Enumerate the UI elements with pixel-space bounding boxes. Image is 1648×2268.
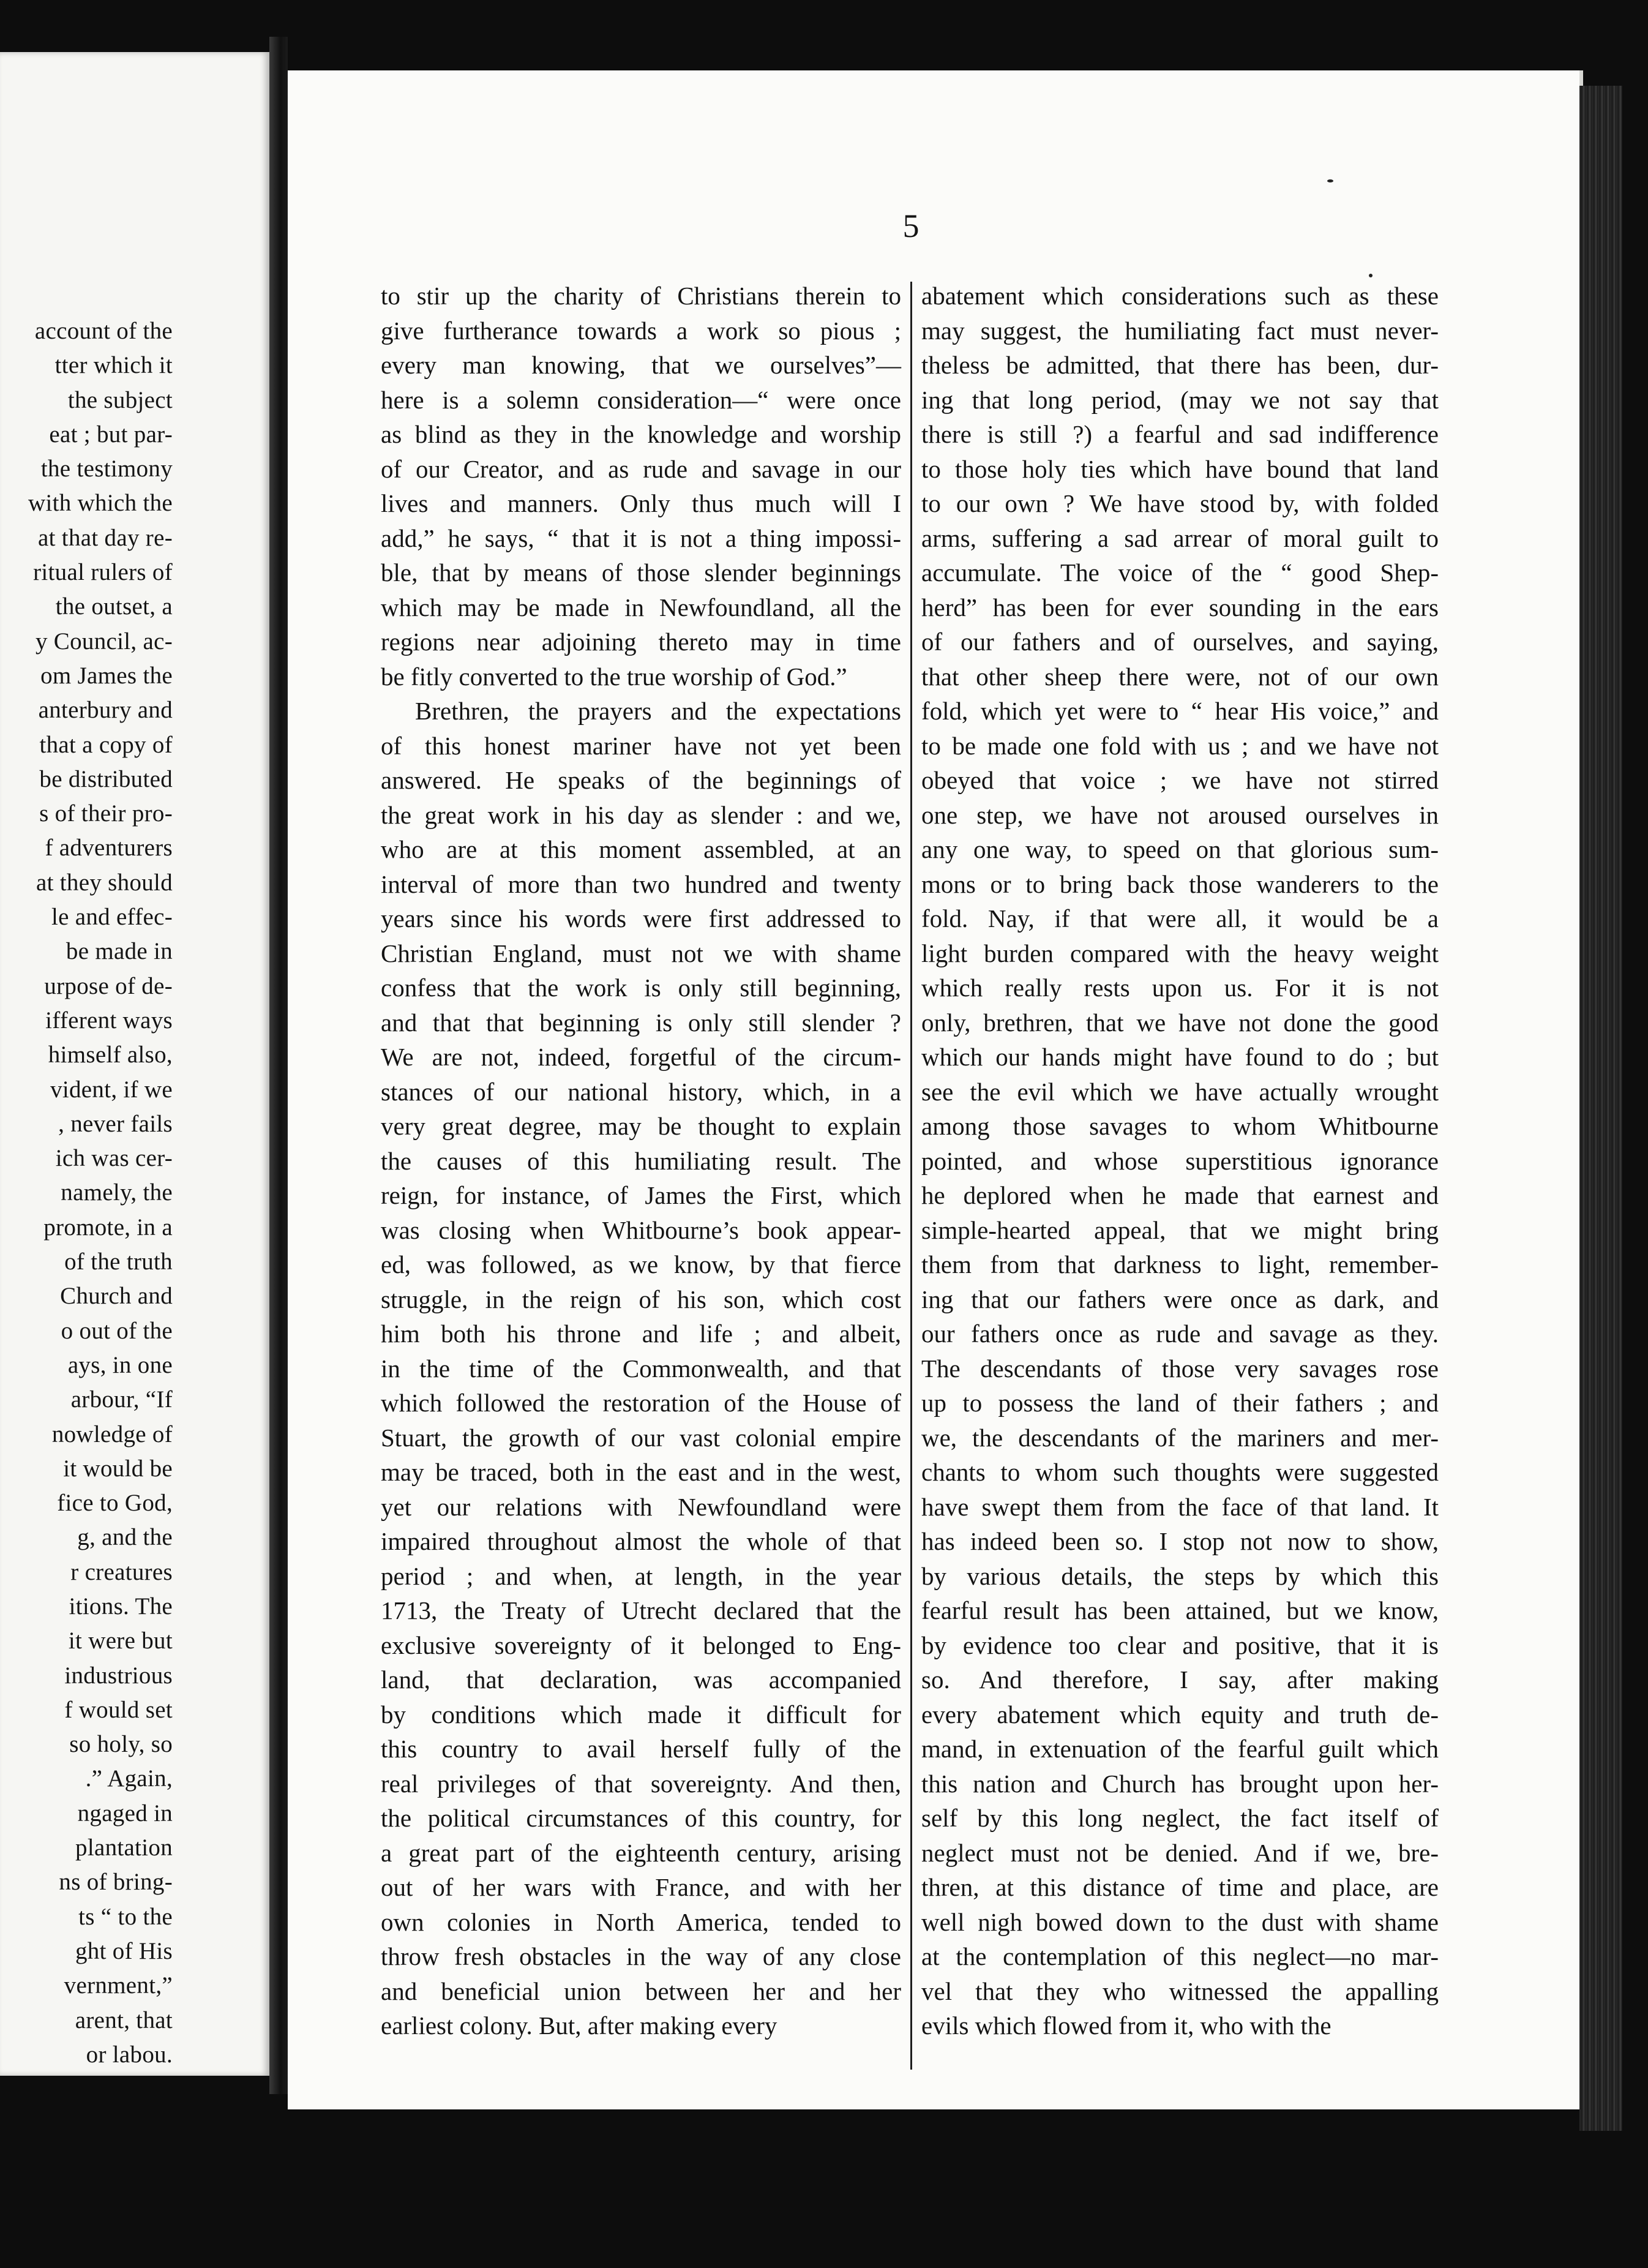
- text-line: the subject: [67, 386, 173, 413]
- text-line: account of the: [34, 318, 173, 344]
- facing-page-text: [28, 314, 173, 2072]
- text-line: that other sheep there were, not of our own: [921, 662, 1439, 691]
- text-line: abatement which considerations such as these: [921, 282, 1439, 310]
- text-line: reign, for instance, of James the First, which: [381, 1181, 901, 1209]
- text-line: add,” he says, “ that it is not a thing impossi-: [381, 524, 901, 552]
- text-line: interval of more than two hundred and twenty: [381, 869, 901, 898]
- text-line: ays, in one: [67, 1351, 173, 1378]
- text-line: stances of our national history, which, in a: [381, 1077, 901, 1106]
- text-line: which really rests upon us. For it is not: [921, 974, 1439, 1002]
- text-line: only, brethren, that we have not done the good: [921, 1008, 1439, 1037]
- text-line: arent, that: [75, 2007, 173, 2033]
- text-line: it would be: [63, 1455, 173, 1482]
- text-line: which may be made in Newfoundland, all the: [381, 593, 901, 621]
- text-line: promote, in a: [43, 1214, 173, 1241]
- text-line: r creatures: [70, 1558, 173, 1585]
- text-line: ns of bring-: [59, 1869, 173, 1896]
- text-line: out of her wars with France, and with her: [381, 1873, 901, 1901]
- text-line: eat ; but par-: [49, 421, 173, 448]
- text-line: at they should: [36, 869, 173, 896]
- book-gutter: [269, 37, 288, 2094]
- text-line: see the evil which we have actually wrought: [921, 1077, 1439, 1106]
- column-divider: [910, 282, 912, 2070]
- text-line: may be traced, both in the east and in the west,: [381, 1458, 901, 1486]
- text-line: has indeed been so. I stop not now to show,: [921, 1527, 1439, 1555]
- text-line: ritual rulers of: [33, 559, 173, 586]
- text-column-right: [921, 279, 1439, 2043]
- text-line: obeyed that voice ; we have not stirred: [921, 766, 1439, 794]
- text-line: to stir up the charity of Christians therein to: [381, 282, 901, 310]
- text-line: own colonies in North America, tended to: [381, 1907, 901, 1936]
- text-line: urpose of de-: [44, 972, 173, 999]
- text-line: simple-hearted appeal, that we might bring: [921, 1215, 1439, 1244]
- text-line: them from that darkness to light, remember-: [921, 1250, 1439, 1279]
- text-line: of the truth: [64, 1249, 173, 1275]
- text-line: so holy, so: [69, 1731, 173, 1758]
- text-line: ed, was followed, as we know, by that fierce: [381, 1250, 901, 1279]
- text-line: Brethren, the prayers and the expectations: [415, 697, 901, 725]
- text-line: 1713, the Treaty of Utrecht declared that the: [381, 1596, 901, 1624]
- text-line: ts “ to the: [78, 1903, 173, 1930]
- text-line: f adventurers: [45, 835, 173, 862]
- text-line: confess that the work is only still beginning,: [381, 974, 901, 1002]
- text-line: evils which flowed from it, who with the: [921, 2011, 1332, 2040]
- text-line: the outset, a: [55, 593, 173, 620]
- text-line: neglect must not be denied. And if we, bre-: [921, 1838, 1439, 1867]
- text-line: years since his words were first addressed to: [381, 904, 901, 933]
- text-line: impaired throughout almost the whole of that: [381, 1527, 901, 1555]
- text-line: pointed, and whose superstitious ignorance: [921, 1146, 1439, 1175]
- text-line: was closing when Whitbourne’s book appear-: [381, 1215, 901, 1244]
- text-line: he deplored when he made that earnest and: [921, 1181, 1439, 1209]
- text-line: by evidence too clear and positive, that it is: [921, 1631, 1439, 1659]
- text-line: of this honest mariner have not yet been: [381, 731, 901, 760]
- text-line: nowledge of: [51, 1421, 173, 1448]
- text-line: mand, in extenuation of the fearful guilt which: [921, 1735, 1439, 1763]
- text-line: thren, at this distance of time and place, are: [921, 1873, 1439, 1901]
- text-line: himself also,: [48, 1042, 173, 1068]
- text-line: with which the: [28, 490, 173, 517]
- text-line: have swept them from the face of that land. It: [921, 1492, 1439, 1521]
- text-line: a great part of the eighteenth century, arising: [381, 1838, 901, 1867]
- text-line: one step, we have not aroused ourselves in: [921, 800, 1439, 829]
- text-line: to our own ? We have stood by, with folded: [921, 489, 1439, 517]
- page-number: 5: [902, 208, 920, 244]
- text-line: The descendants of those very savages rose: [921, 1354, 1439, 1383]
- text-line: herd” has been for ever sounding in the ears: [921, 593, 1439, 621]
- text-line: ngaged in: [77, 1800, 173, 1827]
- text-line: any one way, to speed on that glorious sum-: [921, 835, 1439, 863]
- text-line: among those savages to whom Whitbourne: [921, 1112, 1439, 1140]
- text-line: regions near adjoining thereto may in time: [381, 628, 901, 656]
- text-line: throw fresh obstacles in the way of any close: [381, 1942, 901, 1970]
- text-line: fice to God,: [57, 1490, 173, 1517]
- text-line: yet our relations with Newfoundland were: [381, 1492, 901, 1521]
- text-line: very great degree, may be thought to explain: [381, 1112, 901, 1140]
- text-line: ght of His: [75, 1937, 173, 1964]
- facing-page-left: [0, 52, 269, 2076]
- ink-speck: [1369, 274, 1373, 277]
- text-line: as blind as they in the knowledge and worship: [381, 420, 901, 448]
- text-line: exclusive sovereignty of it belonged to Eng-: [381, 1631, 901, 1659]
- text-line: it were but: [68, 1628, 173, 1654]
- text-line: ing that long period, (may we not say that: [921, 385, 1439, 414]
- text-line: industrious: [64, 1662, 173, 1689]
- text-line: and beneficial union between her and her: [381, 1977, 901, 2005]
- text-line: be distributed: [39, 765, 173, 792]
- text-line: be fitly converted to the true worship of God.”: [381, 662, 847, 691]
- text-line: anterbury and: [38, 697, 173, 724]
- text-line: vel that they who witnessed the appalling: [921, 1977, 1439, 2005]
- text-line: answered. He speaks of the beginnings of: [381, 766, 901, 794]
- text-line: ing that our fathers were once as dark, and: [921, 1285, 1439, 1313]
- text-line: Christian England, must not we with shame: [381, 939, 901, 967]
- text-line: itions. The: [69, 1593, 173, 1620]
- text-line: s of their pro-: [39, 800, 173, 827]
- page-edges: [1579, 86, 1622, 2131]
- text-line: the testimony: [40, 456, 173, 483]
- text-line: ble, that by means of those slender beginnings: [381, 558, 901, 587]
- text-line: up to possess the land of their fathers ; and: [921, 1389, 1439, 1417]
- text-line: real privileges of that sovereignty. And then,: [381, 1769, 901, 1798]
- text-line: to those holy ties which have bound that land: [921, 454, 1439, 483]
- text-line: at the contemplation of this neglect—no mar-: [921, 1942, 1439, 1970]
- text-line: theless be admitted, that there has been, dur-: [921, 351, 1439, 379]
- text-line: give furtherance towards a work so pious ;: [381, 316, 901, 345]
- text-line: we, the descendants of the mariners and mer-: [921, 1423, 1439, 1452]
- text-line: fold, which yet were to “ hear His voice,” and: [921, 697, 1439, 725]
- text-line: self by this long neglect, the fact itself of: [921, 1804, 1439, 1832]
- text-line: land, that declaration, was accompanied: [381, 1665, 901, 1694]
- text-line: om James the: [40, 662, 173, 689]
- text-line: and that that beginning is only still slender ?: [381, 1008, 901, 1037]
- text-line: light burden compared with the heavy weight: [921, 939, 1439, 967]
- text-line: fold. Nay, if that were all, it would be a: [921, 904, 1439, 933]
- text-line: be made in: [66, 938, 173, 965]
- text-line: which our hands might have found to do ; but: [921, 1043, 1439, 1071]
- text-line: so. And therefore, I say, after making: [921, 1665, 1439, 1694]
- text-line: ifferent ways: [45, 1007, 173, 1034]
- text-line: that a copy of: [39, 731, 173, 758]
- text-line: there is still ?) a fearful and sad indifference: [921, 420, 1439, 448]
- text-line: the great work in his day as slender : and we,: [381, 800, 901, 829]
- text-line: We are not, indeed, forgetful of the circum-: [381, 1043, 901, 1071]
- text-line: lives and manners. Only thus much will I: [381, 489, 901, 517]
- text-line: of our Creator, and as rude and savage in our: [381, 454, 901, 483]
- text-line: may suggest, the humiliating fact must never-: [921, 316, 1439, 345]
- text-line: arms, suffering a sad arrear of moral guilt to: [921, 524, 1439, 552]
- text-line: in the time of the Commonwealth, and that: [381, 1354, 901, 1383]
- text-line: accumulate. The voice of the “ good Shep-: [921, 558, 1439, 587]
- text-line: every man knowing, that we ourselves”—: [381, 351, 901, 379]
- text-line: ich was cer-: [55, 1145, 173, 1172]
- text-line: at that day re-: [38, 524, 173, 551]
- text-line: our fathers once as rude and savage as they.: [921, 1320, 1439, 1348]
- text-line: who are at this moment assembled, at an: [381, 835, 901, 863]
- text-line: le and effec-: [51, 904, 173, 931]
- text-line: this nation and Church has brought upon her-: [921, 1769, 1439, 1798]
- ink-speck: [1327, 179, 1333, 182]
- text-line: by various details, the steps by which this: [921, 1561, 1439, 1590]
- text-line: which followed the restoration of the House of: [381, 1389, 901, 1417]
- text-line: mons or to bring back those wanderers to the: [921, 869, 1439, 898]
- text-line: of our fathers and of ourselves, and saying,: [921, 628, 1439, 656]
- text-line: arbour, “If: [70, 1386, 173, 1413]
- text-line: here is a solemn consideration—“ were once: [381, 385, 901, 414]
- text-line: to be made one fold with us ; and we have not: [921, 731, 1439, 760]
- text-line: chants to whom such thoughts were suggested: [921, 1458, 1439, 1486]
- text-line: earliest colony. But, after making every: [381, 2011, 777, 2040]
- text-line: .” Again,: [85, 1765, 173, 1792]
- text-line: every abatement which equity and truth de-: [921, 1700, 1439, 1729]
- text-line: , never fails: [58, 1110, 173, 1137]
- text-line: the causes of this humiliating result. The: [381, 1146, 901, 1175]
- text-line: tter which it: [54, 352, 173, 379]
- text-line: plantation: [75, 1834, 173, 1861]
- text-line: Stuart, the growth of our vast colonial empire: [381, 1423, 901, 1452]
- text-line: vernment,”: [64, 1972, 173, 1999]
- text-line: period ; and when, at length, in the year: [381, 1561, 901, 1590]
- text-line: vident, if we: [50, 1076, 173, 1103]
- text-line: or labou.: [86, 2041, 173, 2068]
- text-line: o out of the: [61, 1317, 173, 1344]
- text-line: by conditions which made it difficult for: [381, 1700, 901, 1729]
- text-line: well nigh bowed down to the dust with shame: [921, 1907, 1439, 1936]
- text-line: f would set: [64, 1696, 173, 1723]
- text-line: fearful result has been attained, but we know,: [921, 1596, 1439, 1624]
- text-line: y Council, ac-: [35, 628, 173, 655]
- text-line: namely, the: [61, 1179, 173, 1206]
- text-line: the political circumstances of this country, for: [381, 1804, 901, 1832]
- text-line: g, and the: [77, 1524, 173, 1551]
- text-column-left: [381, 279, 901, 2043]
- text-line: Church and: [60, 1283, 173, 1310]
- text-line: this country to avail herself fully of the: [381, 1735, 901, 1763]
- text-line: him both his throne and life ; and albeit,: [381, 1320, 901, 1348]
- text-line: struggle, in the reign of his son, which cost: [381, 1285, 901, 1313]
